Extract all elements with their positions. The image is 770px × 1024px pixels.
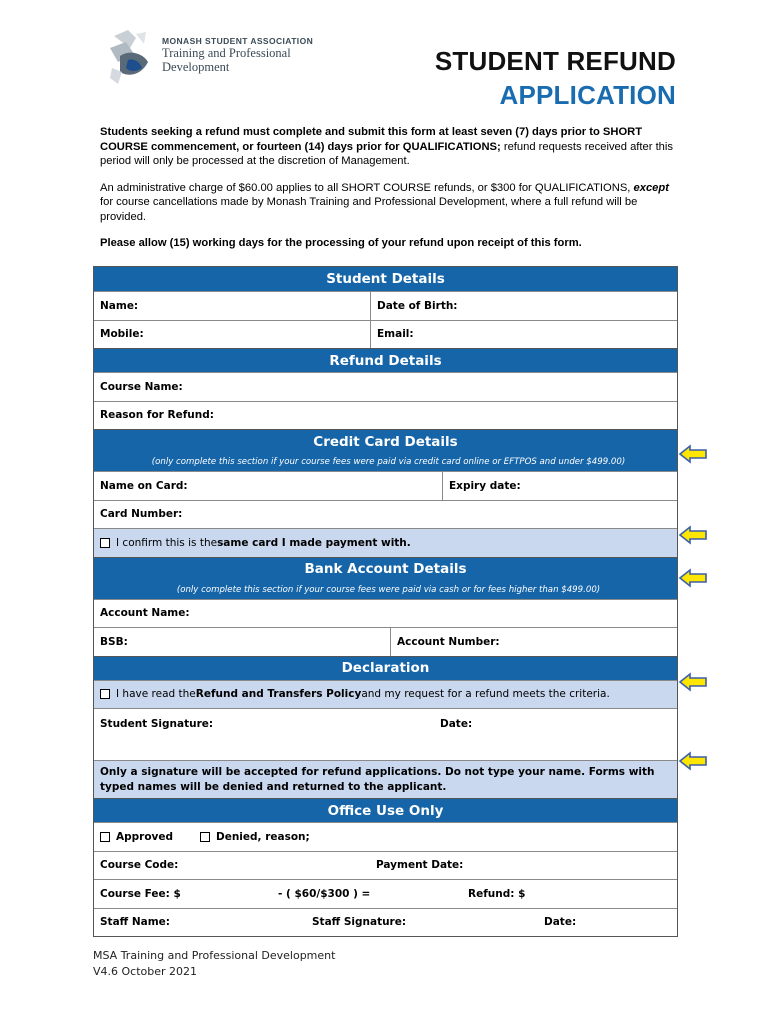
logo-line-1: Training and Professional [162, 46, 291, 60]
declaration-title: Declaration [341, 660, 430, 676]
same-card-label-b: same card I made payment with. [217, 536, 411, 549]
card-confirm-row [94, 528, 677, 557]
mobile-field[interactable]: Mobile: [100, 328, 144, 341]
policy-confirm-row [94, 680, 677, 709]
policy-confirm[interactable] [94, 681, 677, 709]
intro-p2-except: except [633, 181, 669, 194]
bank-row-1 [94, 599, 677, 628]
signature-notice: Only a signature will be accepted for refund applications. Do not type your name. Forms with typed names will be denied and returned to the applicant. [100, 765, 655, 793]
bank-account-title: Bank Account Details [304, 561, 467, 577]
staff-signature-field[interactable]: Staff Signature: [312, 916, 407, 929]
credit-card-title: Credit Card Details [313, 433, 458, 450]
arrow-left-icon [678, 568, 708, 588]
signature-notice-row [94, 760, 677, 798]
bank-account-header [94, 557, 677, 581]
card-number-field[interactable]: Card Number: [100, 508, 183, 521]
intro-p1-bold: Students seeking a refund must complete and submit this form at least seven (7) days prior to SHORT COURSE commencement, or fourteen (14) days prior for QUALIFICATIONS; [100, 126, 643, 153]
email-field[interactable]: Email: [370, 321, 677, 349]
office-row-4 [94, 908, 677, 937]
name-field[interactable]: Name: [100, 299, 139, 312]
name-on-card-field[interactable]: Name on Card: [100, 479, 188, 492]
student-row-1 [94, 291, 677, 320]
arrow-left-icon [678, 444, 708, 464]
refund-row-1 [94, 372, 677, 401]
date-of-birth-field[interactable]: Date of Birth: [370, 292, 677, 320]
course-code-field[interactable]: Course Code: [100, 859, 179, 872]
reason-for-refund-field[interactable]: Reason for Refund: [100, 409, 214, 422]
office-row-2 [94, 851, 677, 880]
office-row-3 [94, 879, 677, 908]
same-card-label-a: I confirm this is the [116, 536, 218, 549]
approved-checkbox[interactable] [100, 832, 110, 842]
intro-text [100, 125, 680, 263]
staff-name-field[interactable]: Staff Name: [100, 916, 170, 929]
card-row-2 [94, 500, 677, 529]
expiry-date-field[interactable]: Expiry date: [442, 472, 677, 500]
refund-form [93, 266, 678, 937]
same-card-checkbox[interactable] [100, 538, 110, 548]
bank-row-2 [94, 627, 677, 656]
bird-logo-icon [106, 28, 156, 90]
course-fee-field[interactable]: Course Fee: $ [100, 887, 181, 900]
payment-date-field[interactable]: Payment Date: [376, 859, 464, 872]
student-details-header [94, 267, 677, 291]
policy-label-b: Refund and Transfers Policy [195, 688, 362, 701]
account-name-field[interactable]: Account Name: [100, 607, 190, 620]
bsb-field[interactable]: BSB: [100, 635, 128, 648]
signature-row [94, 708, 677, 760]
refund-row-2 [94, 401, 677, 430]
office-use-title: Office Use Only [327, 802, 444, 819]
course-name-field[interactable]: Course Name: [100, 380, 183, 393]
footer-line-2: V4.6 October 2021 [93, 965, 198, 978]
intro-p2-a: An administrative charge of $60.00 applies to all SHORT COURSE refunds, or $300 for QUALIFICATIONS, [100, 181, 634, 194]
student-row-2 [94, 320, 677, 349]
policy-label-c: and my request for a refund meets the criteria. [361, 688, 610, 701]
logo-line-2: Development [162, 60, 230, 74]
student-details-title: Student Details [326, 271, 445, 287]
office-use-header [94, 798, 677, 822]
footer-line-1: MSA Training and Professional Development [93, 949, 336, 962]
arrow-left-icon [678, 525, 708, 545]
credit-card-note-text: (only complete this section if your course fees were paid via credit card online or EFTPOS and under $499.00) [151, 457, 626, 467]
intro-paragraph-2 [100, 181, 680, 225]
denied-option[interactable] [194, 823, 677, 851]
logo-org-name: MONASH STUDENT ASSOCIATION [162, 36, 314, 46]
refund-amount-field[interactable]: Refund: $ [468, 887, 526, 900]
same-card-confirm[interactable] [94, 529, 677, 557]
policy-label-a: I have read the [116, 688, 196, 701]
denied-label: Denied, reason; [216, 830, 310, 843]
page-title-line-1: STUDENT REFUND [434, 46, 676, 76]
policy-checkbox[interactable] [100, 689, 110, 699]
account-number-field[interactable]: Account Number: [390, 628, 677, 656]
approved-label: Approved [116, 830, 174, 843]
admin-charge-text: - ( $60/$300 ) = [278, 887, 371, 900]
office-date-field[interactable]: Date: [544, 916, 577, 929]
refund-details-title: Refund Details [329, 352, 442, 369]
approved-option[interactable] [94, 823, 194, 851]
footer [93, 948, 335, 980]
declaration-date-field[interactable]: Date: [440, 718, 473, 730]
declaration-header [94, 656, 677, 680]
credit-card-note [94, 453, 677, 471]
intro-paragraph-3: Please allow (15) working days for the processing of your refund upon receipt of this form. [100, 237, 582, 249]
bank-account-note-text: (only complete this section if your course fees were paid via cash or for fees higher than $499.00) [176, 584, 601, 595]
refund-details-header [94, 348, 677, 372]
card-row-1 [94, 471, 677, 500]
intro-p1-rest: refund requests received after this period will only be processed at the discretion of Management. [100, 140, 673, 167]
intro-paragraph-1 [100, 125, 680, 169]
arrow-left-icon [678, 751, 708, 771]
bank-account-note [94, 581, 677, 599]
arrow-left-icon [678, 672, 708, 692]
student-signature-field[interactable]: Student Signature: [100, 718, 214, 730]
denied-checkbox[interactable] [200, 832, 210, 842]
page-title-line-2: APPLICATION [499, 80, 676, 110]
office-row-1 [94, 822, 677, 851]
organization-logo [106, 28, 316, 90]
intro-p2-b: for course cancellations made by Monash Training and Professional Development, where a full refund will be provided. [100, 196, 638, 223]
credit-card-header [94, 429, 677, 453]
